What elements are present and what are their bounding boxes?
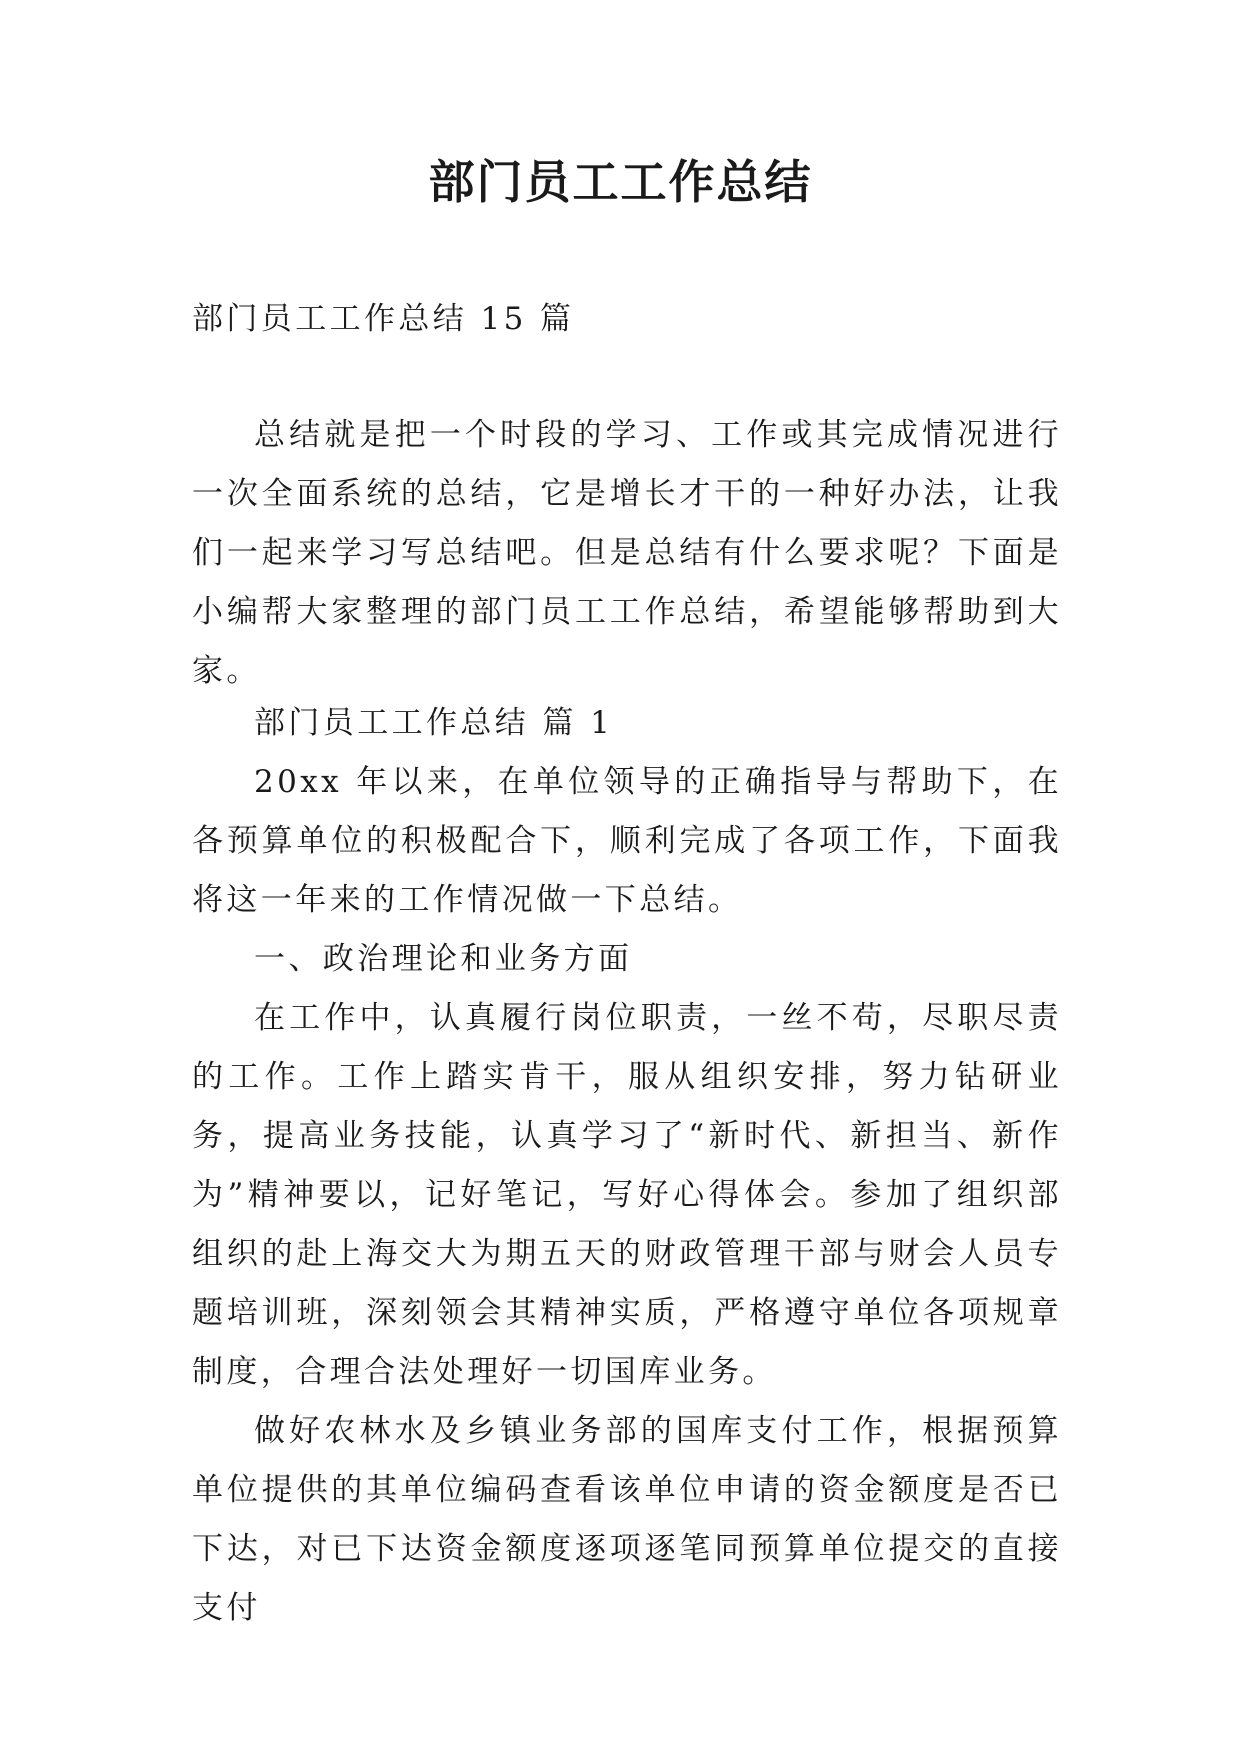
document-subtitle xyxy=(192,290,1062,349)
main-content xyxy=(192,694,1062,1638)
paragraph: 20xx 年以来，在单位领导的正确指导与帮助下，在各预算单位的积极配合下，顺利完成了各项工作，下面我将这一年来的工作情况做一下总结。 xyxy=(192,764,1062,918)
paragraph: 做好农林水及乡镇业务部的国库支付工作，根据预算单位提供的其单位编码查看该单位申请的资金额度是否已下达，对已下达资金额度逐项逐笔同预算单位提交的直接支付 xyxy=(192,1413,1062,1626)
intro-paragraph: 总结就是把一个时段的学习、工作或其完成情况进行一次全面系统的总结，它是增长才干的一种好办法，让我们一起来学习写总结吧。但是总结有什么要求呢？下面是小编帮大家整理的部门员工工作总结，希望能够帮助到大家。 xyxy=(192,417,1062,689)
subtitle-text: 部门员工工作总结 15 篇 xyxy=(192,301,575,337)
section-heading: 部门员工工作总结 篇 1 xyxy=(254,705,614,741)
document-title: 部门员工工作总结 xyxy=(428,155,813,209)
subsection-heading: 一、政治理论和业务方面 xyxy=(254,941,633,977)
intro-section xyxy=(192,406,1062,701)
paragraph: 在工作中，认真履行岗位职责，一丝不苟，尽职尽责的工作。工作上踏实肯干，服从组织安排，努力钻研业务，提高业务技能，认真学习了“新时代、新担当、新作为”精神要以，记好笔记，写好心得体会。参加了组织部组织的赴上海交大为期五天的财政管理干部与财会人员专题培训班，深刻领会其精神实质，严格遵守单位各项规章制度，合理合法处理好一切国库业务。 xyxy=(192,1000,1062,1390)
